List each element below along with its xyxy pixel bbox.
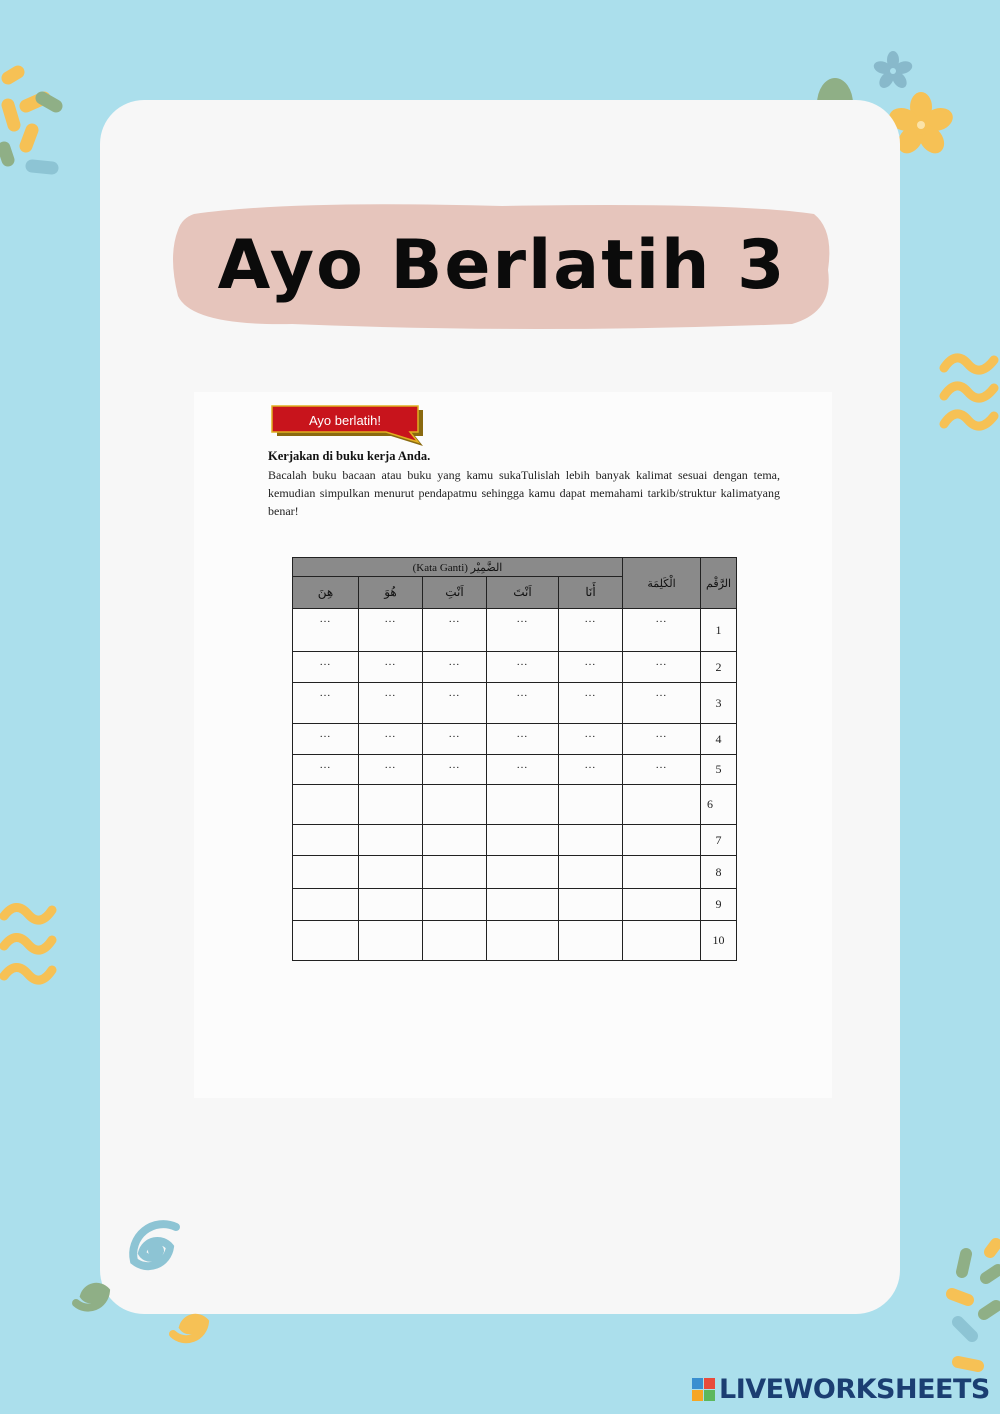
answer-cell[interactable]: ... [293, 724, 359, 755]
answer-cell[interactable] [293, 856, 359, 889]
answer-cell[interactable] [487, 856, 559, 889]
answer-cell[interactable] [487, 921, 559, 961]
confetti-bottom-right-decoration [940, 1236, 1000, 1386]
answer-cell[interactable] [359, 785, 423, 825]
answer-cell[interactable]: ... [487, 609, 559, 652]
pronoun-group-header: (Kata Ganti) الضَّمِيْر [293, 558, 623, 577]
answer-cell[interactable]: ... [359, 755, 423, 785]
answer-cell[interactable] [559, 856, 623, 889]
table-row [293, 609, 737, 652]
liveworksheets-logo-icon [692, 1378, 715, 1401]
answer-cell[interactable]: ... [359, 652, 423, 683]
answer-cell[interactable] [559, 825, 623, 856]
table-row [293, 683, 737, 724]
pronoun-header: أَنَا [559, 577, 623, 609]
row-number: 8 [701, 856, 737, 889]
answer-cell[interactable] [623, 921, 701, 961]
answer-cell[interactable]: ... [293, 683, 359, 724]
answer-cell[interactable]: ... [293, 755, 359, 785]
answer-cell[interactable]: ... [559, 755, 623, 785]
row-number: 1 [701, 609, 737, 652]
answer-cell[interactable]: ... [423, 652, 487, 683]
answer-cell[interactable]: ... [293, 609, 359, 652]
table-row [293, 825, 737, 856]
answer-cell[interactable] [623, 889, 701, 921]
answer-cell[interactable] [487, 889, 559, 921]
spiral-green-decoration [60, 1262, 124, 1326]
word-column-header: الْكَلِمَة [623, 558, 701, 609]
liveworksheets-brand [692, 1374, 990, 1404]
spiral-blue-decoration [112, 1208, 192, 1294]
pronoun-header: هُوَ [359, 577, 423, 609]
row-number: 6 [701, 785, 737, 825]
answer-cell[interactable] [559, 921, 623, 961]
table-row [293, 921, 737, 961]
answer-cell[interactable] [623, 825, 701, 856]
answer-cell[interactable] [559, 889, 623, 921]
answer-cell[interactable]: ... [359, 683, 423, 724]
answer-cell[interactable]: ... [423, 755, 487, 785]
answer-cell[interactable]: ... [487, 652, 559, 683]
answer-cell[interactable]: ... [559, 652, 623, 683]
answer-cell[interactable] [423, 889, 487, 921]
answer-cell[interactable] [559, 785, 623, 825]
answer-cell[interactable] [293, 921, 359, 961]
table-row [293, 652, 737, 683]
speech-bubble-label: Ayo berlatih! [308, 412, 382, 428]
answer-cell[interactable]: ... [487, 755, 559, 785]
answer-cell[interactable] [487, 825, 559, 856]
answer-cell[interactable]: ... [623, 724, 701, 755]
table-row [293, 889, 737, 921]
answer-cell[interactable]: ... [623, 609, 701, 652]
answer-cell[interactable] [423, 856, 487, 889]
pronoun-header: اَنْتِ [423, 577, 487, 609]
instruction-text: Bacalah buku bacaan atau buku yang kamu sukaTulislah lebih banyak kalimat sesuai dengan tema, kemudian simpulkan menurut pendapatmu sehingga kamu dapat memahami tarkib/struktur kalimatyang benar! [268, 468, 780, 518]
number-column-header: الرَّقْم [701, 558, 737, 609]
row-number: 3 [701, 683, 737, 724]
answer-cell[interactable]: ... [359, 609, 423, 652]
answer-cell[interactable] [293, 825, 359, 856]
answer-cell[interactable] [359, 825, 423, 856]
answer-cell[interactable]: ... [623, 755, 701, 785]
flower-blue-icon [872, 50, 914, 92]
table-row [293, 785, 737, 825]
table-row [293, 755, 737, 785]
answer-cell[interactable] [423, 825, 487, 856]
row-number: 4 [701, 724, 737, 755]
row-number: 7 [701, 825, 737, 856]
answer-cell[interactable]: ... [423, 683, 487, 724]
answer-cell[interactable] [423, 921, 487, 961]
table-row [293, 724, 737, 755]
table-row [293, 856, 737, 889]
answer-cell[interactable]: ... [423, 609, 487, 652]
answer-cell[interactable] [423, 785, 487, 825]
answer-cell[interactable]: ... [623, 652, 701, 683]
answer-cell[interactable] [623, 856, 701, 889]
row-number: 5 [701, 755, 737, 785]
answer-cell[interactable] [359, 856, 423, 889]
page-title: Ayo Berlatih 3 [217, 225, 787, 305]
answer-cell[interactable]: ... [623, 683, 701, 724]
pronoun-header: اَنْتَ [487, 577, 559, 609]
answer-cell[interactable]: ... [559, 683, 623, 724]
row-number: 10 [701, 921, 737, 961]
instruction-heading: Kerjakan di buku kerja Anda. [268, 449, 431, 463]
answer-cell[interactable] [293, 785, 359, 825]
brand-name: LIVEWORKSHEETS [719, 1373, 990, 1405]
answer-cell[interactable] [623, 785, 701, 825]
row-number: 2 [701, 652, 737, 683]
answer-cell[interactable] [359, 921, 423, 961]
confetti-top-left-decoration [0, 30, 80, 190]
answer-cell[interactable]: ... [487, 724, 559, 755]
answer-cell[interactable]: ... [487, 683, 559, 724]
answer-cell[interactable] [293, 889, 359, 921]
row-number: 9 [701, 889, 737, 921]
squiggle-left-decoration [0, 896, 64, 996]
answer-cell[interactable] [487, 785, 559, 825]
answer-cell[interactable]: ... [423, 724, 487, 755]
spiral-yellow-decoration [158, 1292, 224, 1358]
pronoun-table [292, 557, 737, 961]
pronoun-header: هِنَ [293, 577, 359, 609]
answer-cell[interactable]: ... [559, 609, 623, 652]
answer-cell[interactable]: ... [359, 724, 423, 755]
answer-cell[interactable] [359, 889, 423, 921]
answer-cell[interactable]: ... [559, 724, 623, 755]
answer-cell[interactable]: ... [293, 652, 359, 683]
squiggle-right-decoration [936, 344, 1000, 444]
